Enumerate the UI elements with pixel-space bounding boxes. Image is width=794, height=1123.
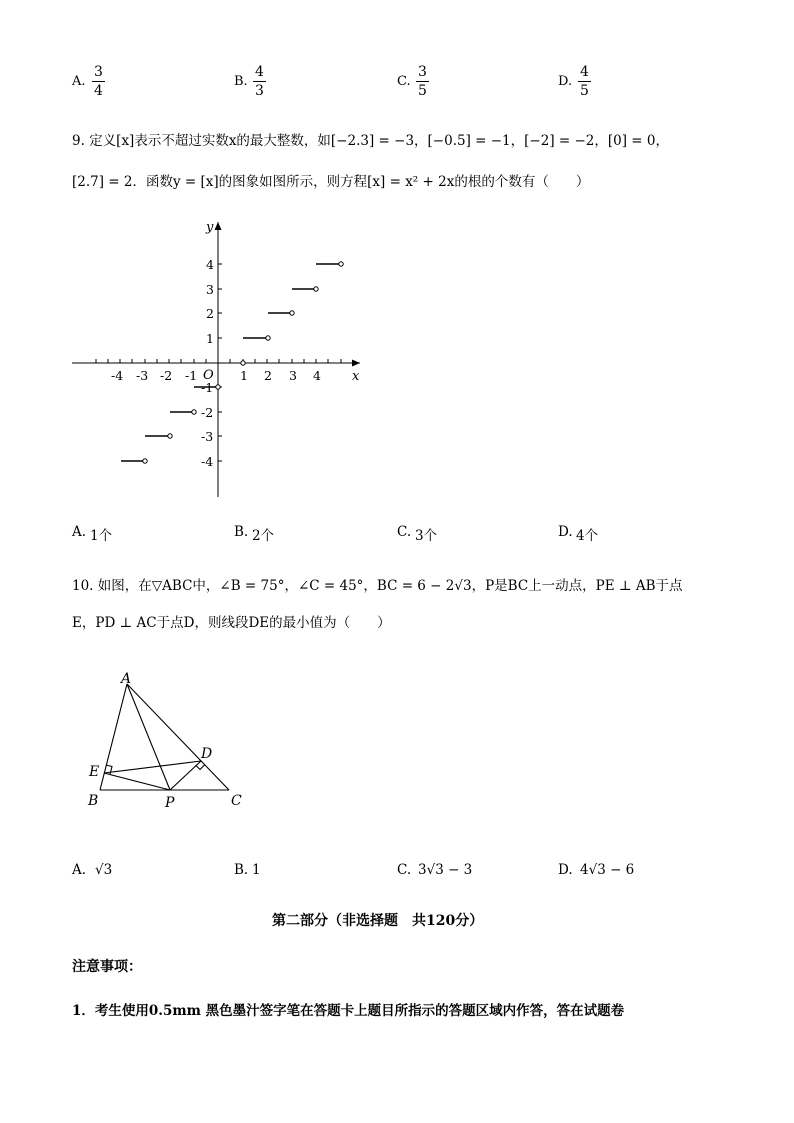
point-label-e: E	[89, 764, 100, 780]
origin-label: O	[203, 368, 214, 383]
q10-option-a-text: √3	[95, 862, 113, 878]
q8-option-d-letter: D.	[558, 74, 573, 89]
segment-ap	[127, 684, 170, 790]
open-endpoint	[143, 459, 147, 463]
q8-option-a-numerator: 3	[94, 64, 103, 80]
y-axis-label: y	[206, 220, 214, 235]
triangle-abc-figure	[80, 668, 260, 818]
q8-option-b-letter: B.	[234, 74, 248, 89]
q8-option-a-letter: A.	[72, 74, 86, 89]
vertex-label-a: A	[121, 671, 132, 687]
q8-option-d-denominator: 5	[580, 83, 589, 99]
side-ab	[100, 684, 127, 790]
open-endpoint	[241, 361, 245, 365]
q10-option-c-text: 3√3 − 3	[418, 862, 473, 878]
vertex-label-c: C	[231, 793, 242, 809]
x-tick-label: -2	[160, 368, 173, 383]
q10-option-b-text: 1	[252, 862, 261, 878]
side-ac	[127, 684, 229, 790]
q9-option-d-text: 4个	[576, 528, 599, 544]
y-tick-label: 3	[206, 282, 214, 297]
point-label-d: D	[201, 746, 213, 762]
q9-option-b-text: 2个	[252, 528, 275, 544]
q10-line-1: 10. 如图，在▽ABC中，∠B = 75°，∠C = 45°，BC = 6 − 2√3，P是BC上一动点，PE ⊥ AB于点	[72, 578, 683, 594]
segment-de	[104, 761, 201, 773]
open-endpoint	[192, 410, 196, 414]
segment-pe	[104, 773, 170, 790]
q10-option-d-text: 4√3 − 6	[580, 862, 635, 878]
open-endpoint	[339, 262, 343, 266]
open-endpoint	[216, 385, 220, 389]
q8-option-b-numerator: 4	[255, 64, 264, 80]
q9-option-a-text: 1个	[90, 528, 113, 544]
y-tick-label: 1	[206, 331, 214, 346]
q8-option-c-denominator: 5	[418, 83, 427, 99]
x-tick-label: 3	[289, 368, 297, 383]
q8-option-a-fraction	[92, 64, 105, 99]
open-endpoint	[314, 287, 318, 291]
notice-title: 注意事项：	[72, 959, 142, 975]
q8-option-b-fraction	[253, 64, 266, 99]
x-tick-label: -4	[111, 368, 124, 383]
x-tick-label: 1	[240, 368, 248, 383]
floor-function-graph	[60, 212, 380, 507]
y-tick-label: 2	[206, 306, 214, 321]
x-axis-arrow	[352, 360, 360, 367]
q8-option-c-letter: C.	[397, 74, 411, 89]
x-tick-labels	[111, 368, 321, 383]
q10-line-2: E，PD ⊥ AC于点D，则线段DE的最小值为（ ）	[72, 615, 391, 631]
right-angle-mark-d	[196, 765, 205, 770]
y-tick-label: -1	[201, 380, 214, 395]
q9-option-c-letter: C.	[397, 524, 412, 540]
x-tick-label: 2	[264, 368, 272, 383]
q8-option-b-denominator: 3	[255, 83, 264, 99]
q9-option-c-text: 3个	[415, 528, 438, 544]
q8-option-a-denominator: 4	[94, 83, 103, 99]
q9-line-2: [2.7] = 2．函数y = [x]的图象如图所示，则方程[x] = x² + 2x的根的个数有（ ）	[72, 174, 590, 190]
y-axis-arrow	[215, 222, 222, 230]
q8-option-d-numerator: 4	[580, 64, 589, 80]
y-tick-label: 4	[206, 257, 214, 272]
q10-option-a-letter: A.	[72, 862, 87, 878]
q9-option-d-letter: D.	[558, 524, 573, 540]
q8-option-d-fraction	[578, 64, 591, 99]
q8-option-c-numerator: 3	[418, 64, 427, 80]
open-endpoint	[290, 311, 294, 315]
y-tick-label: -3	[201, 429, 214, 444]
q10-option-c-letter: C.	[397, 862, 412, 878]
q10-option-d-letter: D.	[558, 862, 573, 878]
x-tick-label: 4	[313, 368, 321, 383]
q8-option-c-fraction	[416, 64, 429, 99]
vertex-label-b: B	[88, 793, 99, 809]
q10-option-b-letter: B.	[234, 862, 249, 878]
y-tick-label: -2	[201, 405, 214, 420]
open-endpoint	[266, 336, 270, 340]
q9-option-a-letter: A.	[72, 524, 87, 540]
open-endpoint	[168, 434, 172, 438]
q9-line-1: 9. 定义[x]表示不超过实数x的最大整数，如[−2.3] = −3，[−0.5] = −1，[−2] = −2，[0] = 0，	[72, 133, 669, 149]
part-two-heading: 第二部分（非选择题 共120分）	[272, 913, 484, 929]
q9-option-b-letter: B.	[234, 524, 249, 540]
x-axis-label: x	[352, 369, 360, 384]
x-tick-label: -3	[136, 368, 149, 383]
x-tick-label: -1	[185, 368, 198, 383]
point-label-p: P	[165, 795, 175, 811]
y-tick-label: -4	[201, 454, 214, 469]
notice-item-1: 1．考生使用0.5mm 黑色墨汁签字笔在答题卡上题目所指示的答题区域内作答，答在试题卷	[72, 1003, 625, 1019]
